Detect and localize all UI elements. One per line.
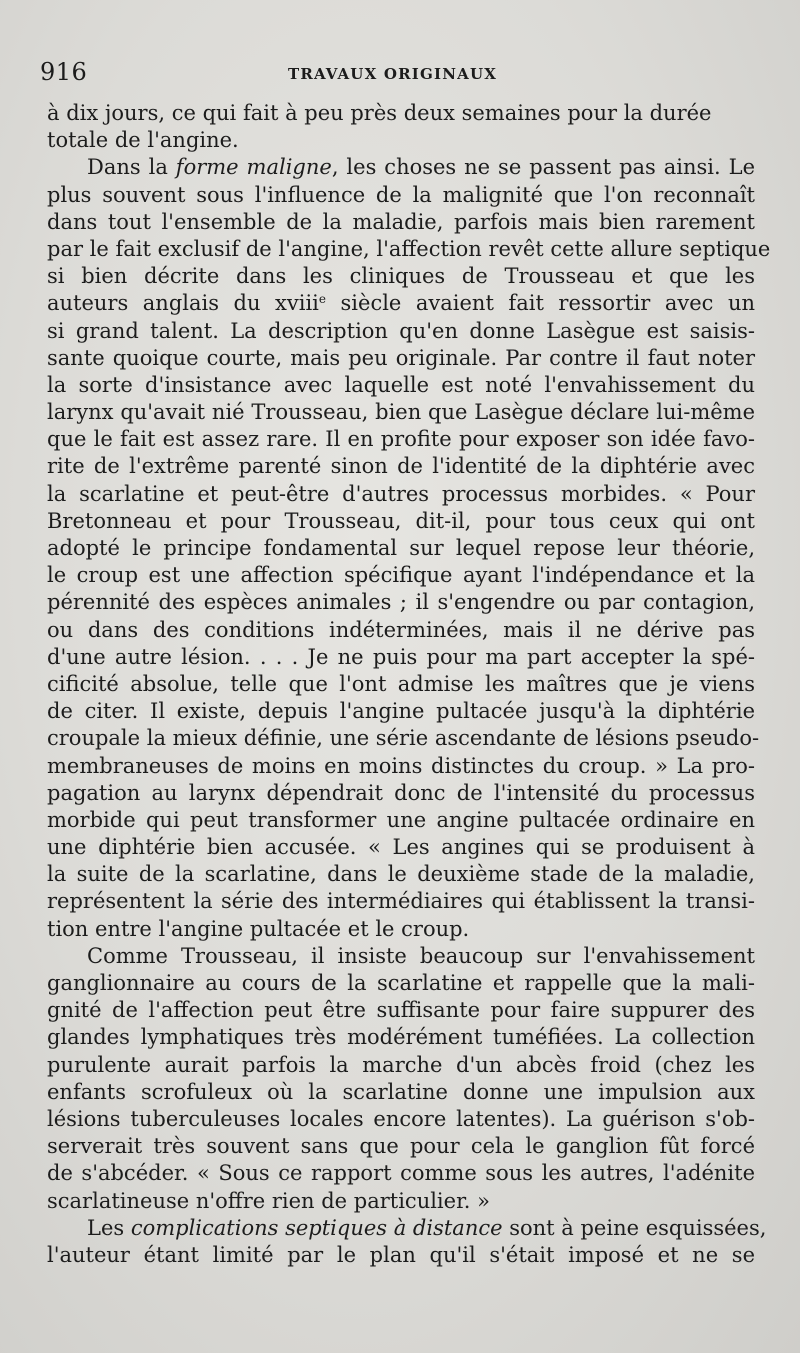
text-segment: la scarlatine et peut-être d'autres processus morbides. « Pour xyxy=(47,481,755,506)
text-segment: auteurs anglais du xviii xyxy=(47,291,319,316)
italic-text: complications septiques à distance xyxy=(130,1215,503,1240)
text-segment: siècle avaient fait ressortir avec un xyxy=(326,291,755,316)
text-segment: que le fait est assez rare. Il en profite pour exposer son idée favo- xyxy=(47,427,755,452)
text-line xyxy=(47,426,755,453)
text-line xyxy=(47,127,755,154)
text-line xyxy=(47,1052,755,1079)
text-line xyxy=(47,698,755,725)
text-segment: sante quoique courte, mais peu originale. Par contre il faut noter xyxy=(47,345,755,370)
text-segment: , les choses ne se passent pas ainsi. Le xyxy=(331,155,756,180)
text-line xyxy=(47,1242,755,1269)
text-line xyxy=(47,182,755,209)
text-line xyxy=(47,671,755,698)
text-segment: dans tout l'ensemble de la maladie, parfois mais bien rarement xyxy=(47,209,755,234)
page-number: 916 xyxy=(40,58,88,86)
text-segment: morbide qui peut transformer une angine pultacée ordinaire en xyxy=(47,807,755,832)
text-segment: Bretonneau et pour Trousseau, dit-il, pour tous ceux qui ont xyxy=(47,508,755,533)
text-segment: une diphtérie bien accusée. « Les angines qui se produisent à xyxy=(47,835,755,860)
text-line xyxy=(47,100,755,127)
text-line xyxy=(47,481,755,508)
text-segment: de citer. Il existe, depuis l'angine pultacée jusqu'à la diphtérie xyxy=(47,699,755,724)
text-segment: ganglionnaire au cours de la scarlatine et rappelle que la mali- xyxy=(47,971,755,995)
text-segment: Comme Trousseau, il insiste beaucoup sur l'envahissement xyxy=(87,943,755,968)
text-segment: purulente aurait parfois la marche d'un abcès froid (chez les xyxy=(47,1052,755,1077)
text-segment: la sorte d'insistance avec laquelle est noté l'envahissement du xyxy=(47,372,755,397)
text-line xyxy=(47,1160,755,1187)
text-line xyxy=(47,399,755,426)
text-line xyxy=(47,263,755,290)
text-segment: sont à peine esquissées, xyxy=(502,1215,767,1240)
text-line xyxy=(47,1188,755,1215)
text-segment: lésions tuberculeuses locales encore latentes). La guérison s'ob- xyxy=(47,1106,755,1131)
text-line xyxy=(47,1215,767,1242)
text-segment: par le fait exclusif de l'angine, l'affection revêt cette allure septique xyxy=(47,236,771,261)
text-segment: tion entre l'angine pultacée et le croup. xyxy=(47,916,470,941)
text-segment: Dans la xyxy=(87,155,176,180)
text-line xyxy=(47,997,755,1024)
text-segment: larynx qu'avait nié Trousseau, bien que Lasègue déclare lui-même xyxy=(47,400,755,425)
text-line xyxy=(47,861,755,888)
text-segment: adopté le principe fondamental sur lequel repose leur théorie, xyxy=(47,536,755,560)
text-segment: le croup est une affection spécifique ayant l'indépendance et la xyxy=(47,563,755,588)
text-line xyxy=(47,1133,755,1160)
text-line xyxy=(47,589,755,616)
text-line xyxy=(47,318,755,345)
text-line xyxy=(47,1106,755,1133)
text-line xyxy=(47,562,755,589)
text-segment: représentent la série des intermédiaires qui établissent la transi- xyxy=(47,889,755,914)
text-line xyxy=(47,644,755,671)
text-line xyxy=(47,916,755,943)
text-segment: scarlatineuse n'offre rien de particulier. » xyxy=(47,1188,491,1213)
text-segment: d'une autre lésion. . . . Je ne puis pour ma part accepter la spé- xyxy=(47,644,755,669)
text-line xyxy=(47,290,755,317)
text-line xyxy=(47,154,755,181)
text-line xyxy=(47,508,755,535)
text-segment: plus souvent sous l'influence de la malignité que l'on reconnaît xyxy=(47,182,755,207)
text-line xyxy=(47,345,755,372)
italic-text: forme maligne xyxy=(175,155,332,180)
text-segment: si grand talent. La description qu'en donne Lasègue est saisis- xyxy=(47,318,755,343)
text-segment: de s'abcéder. « Sous ce rapport comme sous les autres, l'adénite xyxy=(47,1161,755,1186)
text-line xyxy=(47,753,755,780)
text-segment: pérennité des espèces animales ; il s'engendre ou par contagion, xyxy=(47,590,755,615)
text-segment: l'auteur étant limité par le plan qu'il s'était imposé et ne se xyxy=(47,1242,755,1267)
text-line xyxy=(47,943,755,970)
text-line xyxy=(47,617,755,644)
text-line xyxy=(47,372,755,399)
text-line xyxy=(47,807,755,834)
body-text xyxy=(47,100,771,1269)
text-segment: enfants scrofuleux où la scarlatine donne une impulsion aux xyxy=(47,1079,755,1104)
running-title: TRAVAUX ORIGINAUX xyxy=(288,65,498,83)
text-segment: gnité de l'affection peut être suffisante pour faire suppurer des xyxy=(47,998,755,1023)
text-segment: glandes lymphatiques très modérément tuméfiées. La collection xyxy=(47,1025,755,1050)
text-line xyxy=(47,1079,755,1106)
text-segment: à dix jours, ce qui fait à peu près deux semaines pour la durée xyxy=(47,101,712,125)
text-segment: pagation au larynx dépendrait donc de l'intensité du processus xyxy=(47,780,755,805)
text-line xyxy=(47,1024,755,1051)
text-line xyxy=(47,535,755,562)
text-line xyxy=(47,453,755,480)
superscript-text: e xyxy=(318,292,326,307)
text-segment: Les xyxy=(87,1215,131,1240)
text-line xyxy=(47,970,755,997)
text-line xyxy=(47,236,771,263)
text-line xyxy=(47,834,755,861)
text-line xyxy=(47,888,755,915)
text-segment: totale de l'angine. xyxy=(47,128,239,153)
text-segment: membraneuses de moins en moins distinctes du croup. » La pro- xyxy=(47,753,755,778)
text-segment: la suite de la scarlatine, dans le deuxième stade de la maladie, xyxy=(47,862,755,887)
page-header xyxy=(40,58,760,88)
text-segment: ou dans des conditions indéterminées, mais il ne dérive pas xyxy=(47,617,755,642)
text-line xyxy=(47,780,755,807)
text-segment: serverait très souvent sans que pour cela le ganglion fût forcé xyxy=(47,1134,755,1159)
text-segment: croupale la mieux définie, une série ascendante de lésions pseudo- xyxy=(47,726,760,751)
text-segment: rite de l'extrême parenté sinon de l'identité de la diphtérie avec xyxy=(47,454,755,479)
text-line xyxy=(47,725,760,752)
text-line xyxy=(47,209,755,236)
text-segment: si bien décrite dans les cliniques de Trousseau et que les xyxy=(47,264,755,289)
text-segment: cificité absolue, telle que l'ont admise les maîtres que je viens xyxy=(47,671,755,696)
